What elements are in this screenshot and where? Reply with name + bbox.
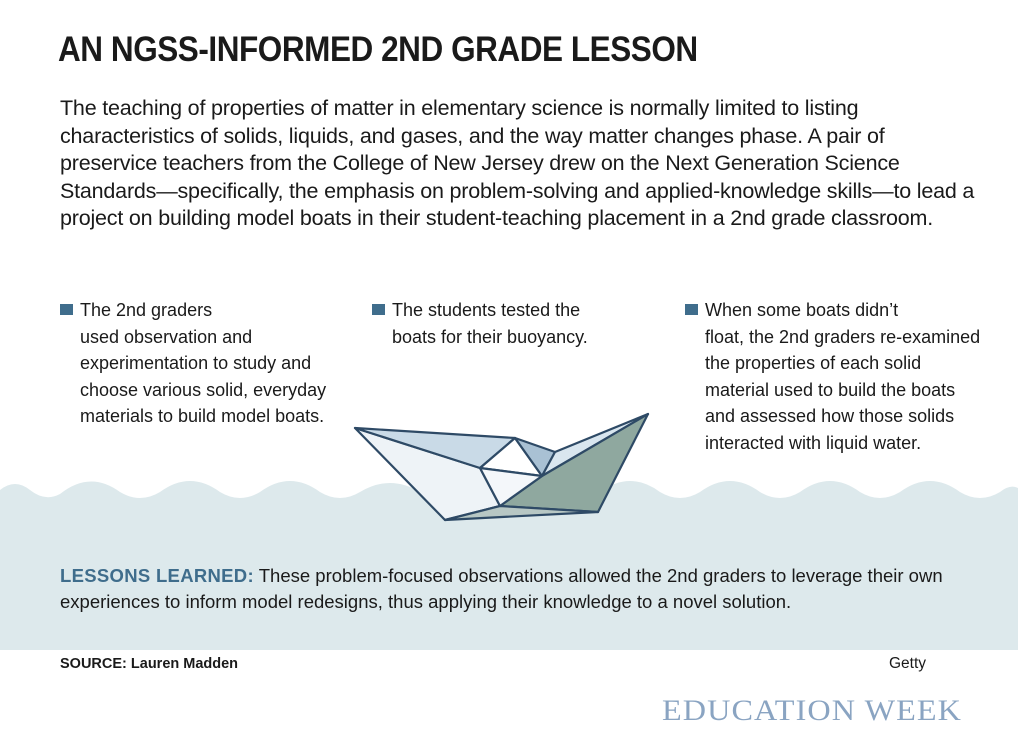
paper-boat-illustration [350,408,655,528]
point-reexamine [685,297,985,456]
intro-paragraph: The teaching of properties of matter in elementary science is normally limited to listing characteristics of solids, liquids, and gases, and the way matter changes phase. A pair of preservice teachers from the College of New Jersey drew on the Next Generation Science Standards—specifically, the emphasis on problem-solving and applied-knowledge skills—to lead a project on building model boats in their student-teaching placement in a 2nd grade classroom. [60,96,975,230]
square-bullet-icon [372,304,385,315]
point-text: used observation and experimentation to study and choose various solid, everyday materials to build model boats. [80,326,327,426]
square-bullet-icon [60,304,73,315]
education-week-logo [660,686,970,736]
point-text: boats for their buoyancy. [392,326,588,347]
point-buoyancy [372,297,632,350]
lessons-learned [60,563,990,615]
point-first-line: When some boats didn’t [705,300,899,320]
point-first-line: The students tested the [392,300,581,320]
point-first-line: The 2nd graders [80,300,213,320]
lessons-text: These problem-focused observations allowed the 2nd graders to leverage their own experiences to inform model redesigns, thus applying their knowledge to a novel solution. [60,565,943,612]
square-bullet-icon [685,304,698,315]
image-credit: Getty [889,655,927,672]
point-observation [60,297,340,430]
page-title: AN NGSS-INFORMED 2ND GRADE LESSON [58,30,698,69]
brand-text: EDUCATION WEEK [662,694,962,727]
point-text: float, the 2nd graders re-examined the properties of each solid material used to build the boats and assessed how those solids interacted with liquid water. [705,326,981,453]
source-credit: SOURCE: Lauren Madden [60,656,239,672]
lessons-label: LESSONS LEARNED: [60,565,254,586]
